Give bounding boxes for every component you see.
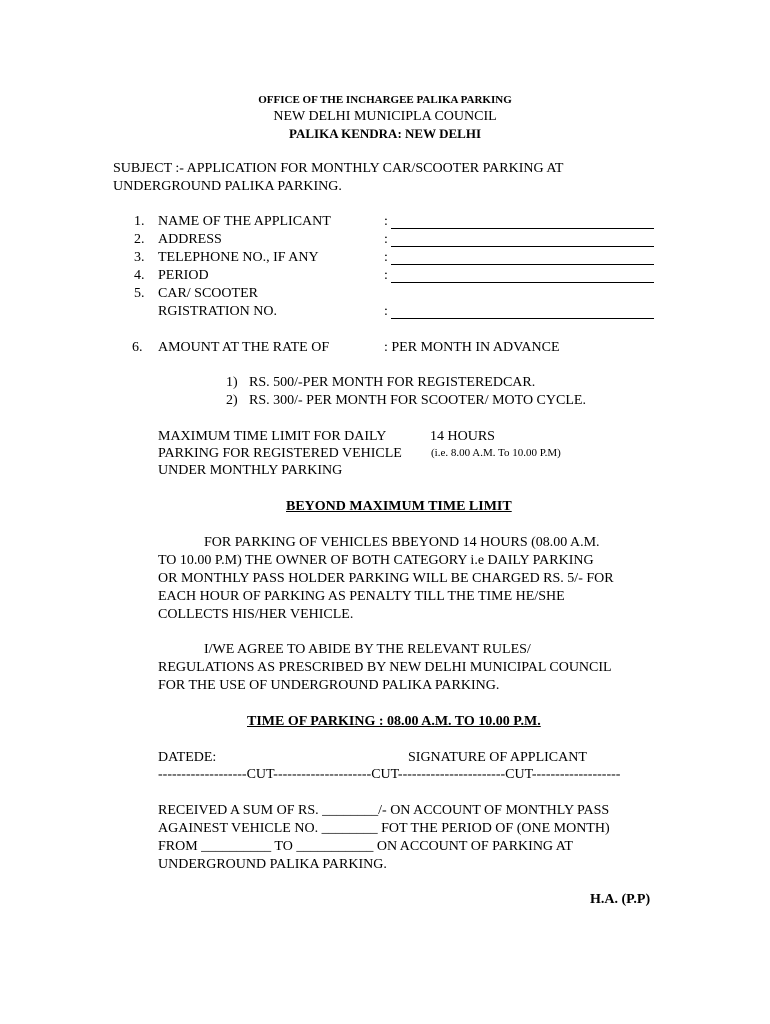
kendra-title: PALIKA KENDRA: NEW DELHI [288, 126, 482, 141]
telephone-fill-line[interactable] [391, 250, 654, 265]
agree-line: FOR THE USE OF UNDERGROUND PALIKA PARKING. [158, 678, 500, 693]
receipt-line: UNDERGROUND PALIKA PARKING. [158, 857, 387, 872]
rate-car: RS. 500/-PER MONTH FOR REGISTEREDCAR. [249, 375, 536, 390]
receipt-line: FROM __________ TO ___________ ON ACCOUNT OF PARKING AT [158, 839, 573, 854]
field-label: NAME OF THE APPLICANT [158, 214, 331, 229]
subject-line-2: UNDERGROUND PALIKA PARKING. [113, 179, 342, 194]
time-limit-note: (i.e. 8.00 A.M. To 10.00 P.M) [431, 447, 561, 459]
amount-value: : PER MONTH IN ADVANCE [384, 340, 560, 355]
address-fill-line[interactable] [391, 232, 654, 247]
field-colon: : [384, 304, 388, 319]
period-fill-line[interactable] [391, 268, 654, 283]
rate-number: 1) [226, 375, 238, 390]
office-title: OFFICE OF THE INCHARGEE PALIKA PARKING [258, 94, 512, 106]
beyond-line: COLLECTS HIS/HER VEHICLE. [158, 607, 354, 622]
beyond-line: EACH HOUR OF PARKING AS PENALTY TILL THE TIME HE/SHE [158, 589, 565, 604]
field-label: TELEPHONE NO., IF ANY [158, 250, 319, 265]
cut-line: -------------------CUT---------------------CUT-----------------------CUT------------------- [158, 767, 621, 782]
field-number: 4. [134, 268, 145, 283]
field-colon: : [384, 232, 388, 247]
beyond-line: TO 10.00 P.M) THE OWNER OF BOTH CATEGORY i.e DAILY PARKING [158, 553, 594, 568]
signature-label: SIGNATURE OF APPLICANT [408, 750, 587, 765]
receipt-line: RECEIVED A SUM OF RS. ________/- ON ACCOUNT OF MONTHLY PASS [158, 803, 610, 818]
time-of-parking: TIME OF PARKING : 08.00 A.M. TO 10.00 P.M. [247, 714, 541, 729]
field-number: 1. [134, 214, 145, 229]
footer-signature: H.A. (P.P) [590, 892, 651, 907]
subject-line-1: SUBJECT :- APPLICATION FOR MONTHLY CAR/SCOOTER PARKING AT [113, 161, 564, 176]
time-limit-line-3: UNDER MONTHLY PARKING [158, 463, 343, 478]
registration-fill-line[interactable] [391, 304, 654, 319]
council-title: NEW DELHI MUNICIPLA COUNCIL [273, 109, 497, 124]
time-limit-line-2: PARKING FOR REGISTERED VEHICLE [158, 446, 402, 461]
beyond-line: OR MONTHLY PASS HOLDER PARKING WILL BE CHARGED RS. 5/- FOR [158, 571, 614, 586]
field-colon: : [384, 214, 388, 229]
field-number: 5. [134, 286, 145, 301]
amount-label: AMOUNT AT THE RATE OF [158, 340, 330, 355]
agree-line: I/WE AGREE TO ABIDE BY THE RELEVANT RULES/ [204, 642, 531, 657]
field-label-continued: RGISTRATION NO. [158, 304, 277, 319]
time-limit-line-1: MAXIMUM TIME LIMIT FOR DAILY [158, 429, 387, 444]
field-label: CAR/ SCOOTER [158, 286, 258, 301]
beyond-heading: BEYOND MAXIMUM TIME LIMIT [286, 499, 512, 514]
field-number: 3. [134, 250, 145, 265]
field-colon: : [384, 250, 388, 265]
field-label: PERIOD [158, 268, 209, 283]
field-colon: : [384, 268, 388, 283]
amount-number: 6. [132, 340, 143, 355]
agree-line: REGULATIONS AS PRESCRIBED BY NEW DELHI MUNICIPAL COUNCIL [158, 660, 612, 675]
field-label: ADDRESS [158, 232, 222, 247]
receipt-line: AGAINEST VEHICLE NO. ________ FOT THE PERIOD OF (ONE MONTH) [158, 821, 610, 836]
time-limit-hours: 14 HOURS [430, 429, 495, 444]
rate-scooter: RS. 300/- PER MONTH FOR SCOOTER/ MOTO CYCLE. [249, 393, 586, 408]
beyond-line: FOR PARKING OF VEHICLES BBEYOND 14 HOURS (08.00 A.M. [204, 535, 600, 550]
date-label: DATEDE: [158, 750, 217, 765]
rate-number: 2) [226, 393, 238, 408]
field-number: 2. [134, 232, 145, 247]
name-fill-line[interactable] [391, 214, 654, 229]
